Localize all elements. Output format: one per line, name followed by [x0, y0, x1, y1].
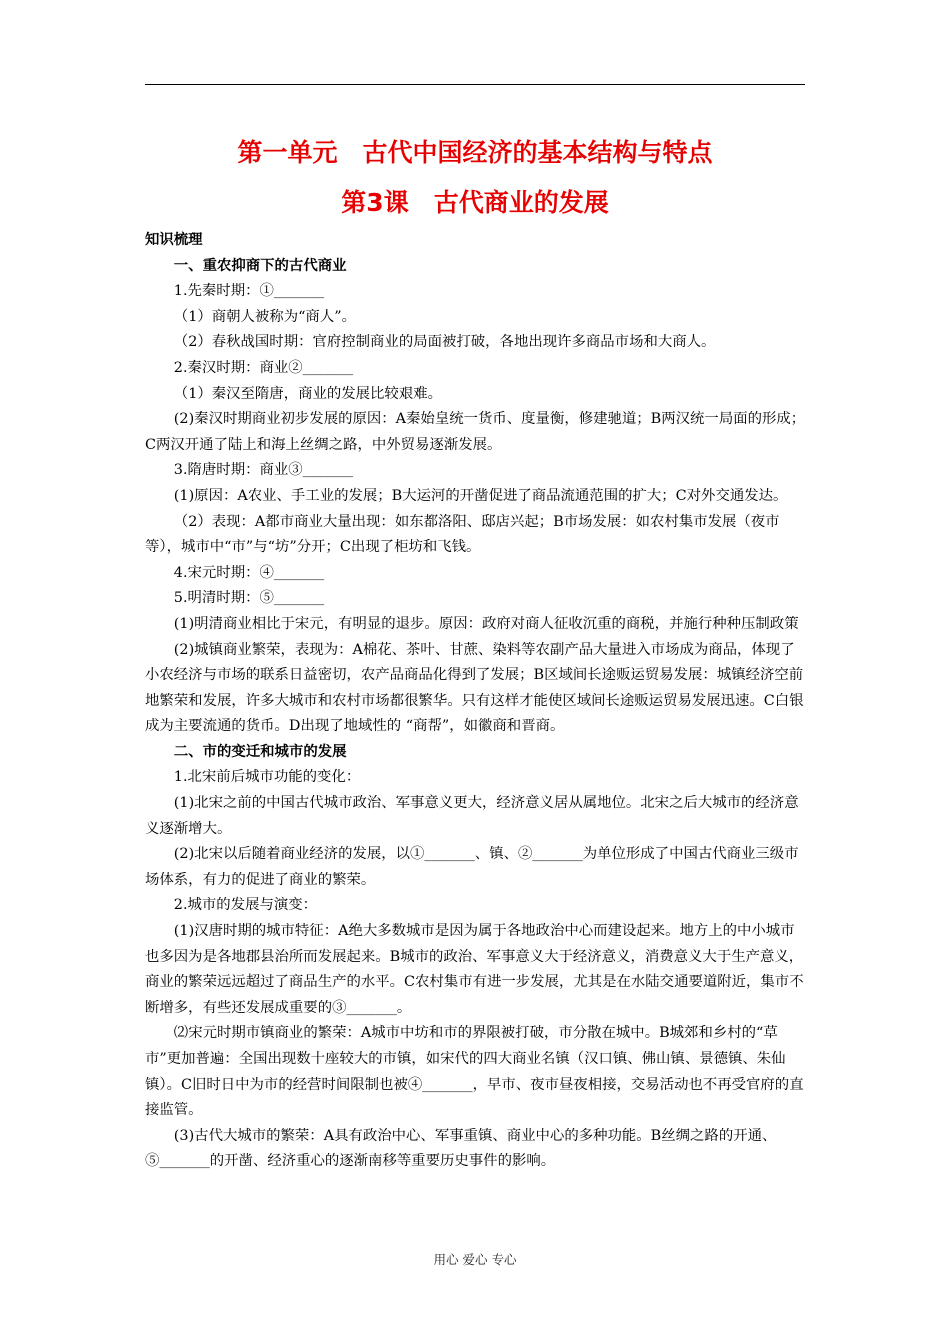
- lesson-title: 第3课 古代商业的发展: [341, 188, 609, 217]
- paragraph: 5.明清时期：⑤_______: [173, 590, 325, 607]
- paragraph: (1)明清商业相比于宋元，有明显的退步。原因：政府对商人征收沉重的商税，并施行种种压制政策: [173, 615, 799, 632]
- paragraph: 3.隋唐时期：商业③_______: [173, 462, 354, 479]
- paragraph: (2)秦汉时期商业初步发展的原因：A秦始皇统一货币、度量衡，修建驰道；B两汉统一局面的形成；C两汉开通了陆上和海上丝绸之路，中外贸易逐渐发展。: [145, 411, 806, 453]
- paragraph: (1)原因：A农业、手工业的发展；B大运河的开凿促进了商品流通范围的扩大；C对外交通发达。: [173, 487, 788, 504]
- paragraph: (2)城镇商业繁荣，表现为：A棉花、茶叶、甘蔗、染料等农副产品大量进入市场成为商品，体现了小农经济与市场的联系日益密切，农产品商品化得到了发展；B区域间长途贩运贸易发展：城镇经济空前地繁荣和发展，许多大城市和农村市场都很繁华。只有这样才能使区域间长途贩运贸易发展迅速。C白银成为主要流通的货币。D出现了地域性的 “商帮”，如徽商和晋商。: [145, 641, 804, 735]
- paragraph: (3)古代大城市的繁荣：A具有政治中心、军事重镇、商业中心的多种功能。B丝绸之路的开通、⑤_______的开凿、经济重心的逐渐南移等重要历史事件的影响。: [145, 1127, 777, 1170]
- paragraph: （1）商朝人被称为“商人”。: [173, 308, 356, 325]
- paragraph: (2)北宋以后随着商业经济的发展，以①_______、镇、②_______为单位形成了中国古代商业三级市场体系，有力的促进了商业的繁荣。: [145, 846, 799, 888]
- document-body: [145, 228, 807, 1175]
- section-label: 知识梳理: [145, 232, 203, 248]
- page-footer: 用心 爱心 专心: [433, 1252, 517, 1267]
- paragraph: 4.宋元时期：④_______: [173, 564, 325, 581]
- header-rule: [145, 84, 805, 85]
- paragraph: 2.城市的发展与演变：: [173, 897, 318, 914]
- paragraph: 2.秦汉时期：商业②_______: [173, 359, 354, 376]
- section-heading: 二、市的变迁和城市的发展: [173, 743, 347, 760]
- paragraph: （2）表现：A都市商业大量出现：如东都洛阳、邸店兴起；B市场发展：如农村集市发展（夜市等），城市中“市”与“坊”分开；C出现了柜坊和飞钱。: [145, 513, 780, 556]
- paragraph: 1.先秦时期：①_______: [173, 283, 325, 300]
- paragraph: ⑵宋元时期市镇商业的繁荣：A城市中坊和市的界限被打破，市分散在城中。B城郊和乡村的“草市”更加普遍：全国出现数十座较大的市镇，如宋代的四大商业名镇（汉口镇、佛山镇、景德镇、朱仙镇）。C旧时日中为市的经营时间限制也被④_______，早市、夜市昼夜相接，交易活动也不再受官府的直接监管。: [145, 1025, 804, 1119]
- paragraph: 1.北宋前后城市功能的变化：: [173, 769, 361, 786]
- paragraph: (1)汉唐时期的城市特征：A绝大多数城市是因为属于各地政治中心而建设起来。地方上的中小城市也多因为是各地郡县治所而发展起来。B城市的政治、军事意义大于经济意义，消费意义大于生产意义，商业的繁荣远远超过了商品生产的水平。C农村集市有进一步发展，尤其是在水陆交通要道附近，集市不断增多，有些还发展成重要的③_______。: [145, 923, 804, 1016]
- paragraph: （2）春秋战国时期：官府控制商业的局面被打破，各地出现许多商品市场和大商人。: [173, 334, 716, 351]
- paragraph: (1)北宋之前的中国古代城市政治、军事意义更大，经济意义居从属地位。北宋之后大城市的经济意义逐渐增大。: [145, 795, 799, 837]
- paragraph: （1）秦汉至隋唐，商业的发展比较艰难。: [173, 385, 442, 402]
- section-heading: 一、重农抑商下的古代商业: [173, 257, 347, 274]
- unit-title: 第一单元 古代中国经济的基本结构与特点: [237, 138, 713, 167]
